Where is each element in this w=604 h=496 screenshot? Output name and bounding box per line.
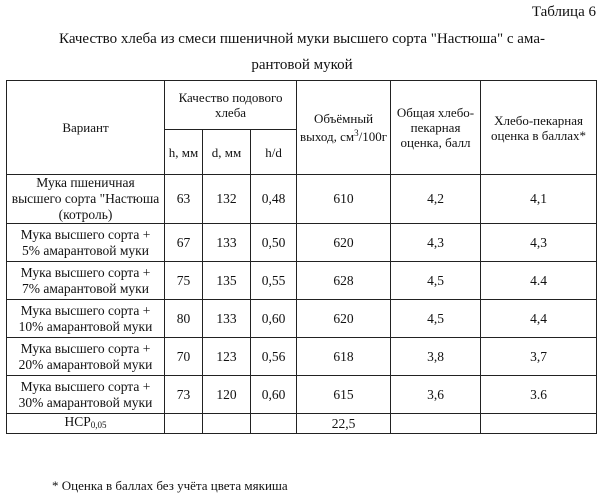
cell-h: 73: [165, 376, 203, 414]
header-volume-prefix: Объёмный выход, см: [299, 111, 374, 144]
cell-h: 75: [165, 262, 203, 300]
cell-d: 135: [203, 262, 251, 300]
header-variant: Вариант: [7, 81, 165, 175]
cell-volume: 620: [297, 300, 391, 338]
cell-variant: Мука высшего сорта + 10% амарантовой муки: [7, 300, 165, 338]
cell-d: 120: [203, 376, 251, 414]
cell-score: 3.6: [481, 376, 597, 414]
cell-volume: 615: [297, 376, 391, 414]
cell-h: 70: [165, 338, 203, 376]
lsd-subscript: 0,05: [90, 420, 107, 430]
lsd-empty-h: [165, 414, 203, 434]
cell-variant: Мука пшеничная высшего сорта "Настюша (котроль): [7, 175, 165, 224]
cell-h: 67: [165, 224, 203, 262]
cell-total: 4,2: [391, 175, 481, 224]
table-row: [7, 224, 597, 262]
cell-total: 3,6: [391, 376, 481, 414]
cell-variant: Мука высшего сорта + 30% амарантовой муки: [7, 376, 165, 414]
header-baking-score: Хлебо-пекарная оценка в баллах*: [481, 81, 597, 175]
cell-score: 4,1: [481, 175, 597, 224]
lsd-label-cell: [7, 414, 165, 434]
cell-score: 3,7: [481, 338, 597, 376]
header-total-score: Общая хлебо-пекарная оценка, балл: [391, 81, 481, 175]
lsd-empty-total: [391, 414, 481, 434]
caption-line-2: рантовой мукой: [251, 57, 353, 73]
lsd-value: 22,5: [297, 414, 391, 434]
cell-total: 3,8: [391, 338, 481, 376]
table-caption: [0, 26, 604, 78]
table-number: Таблица 6: [531, 4, 596, 20]
cell-volume: 610: [297, 175, 391, 224]
table-row: [7, 262, 597, 300]
header-hd: h/d: [251, 130, 297, 175]
header-row-1: [7, 81, 597, 130]
cell-total: 4,5: [391, 300, 481, 338]
lsd-row: [7, 414, 597, 434]
cell-volume: 620: [297, 224, 391, 262]
bread-quality-table: [6, 80, 597, 434]
cell-h: 63: [165, 175, 203, 224]
cell-volume: 618: [297, 338, 391, 376]
cell-hd: 0,55: [251, 262, 297, 300]
table-row: [7, 338, 597, 376]
cell-variant: Мука высшего сорта + 7% амарантовой муки: [7, 262, 165, 300]
lsd-label: НСР: [64, 414, 91, 429]
cell-score: 4,4: [481, 300, 597, 338]
lsd-empty-score: [481, 414, 597, 434]
cell-hd: 0,60: [251, 376, 297, 414]
table-row: [7, 376, 597, 414]
cell-hd: 0,48: [251, 175, 297, 224]
cell-total: 4,3: [391, 224, 481, 262]
cell-d: 123: [203, 338, 251, 376]
table-row: [7, 300, 597, 338]
cell-d: 132: [203, 175, 251, 224]
header-volume-sup: 3: [354, 128, 359, 138]
cell-volume: 628: [297, 262, 391, 300]
header-h: h, мм: [165, 130, 203, 175]
caption-line-1: Качество хлеба из смеси пшеничной муки высшего сорта "Настюша" с ама-: [59, 31, 545, 47]
header-d: d, мм: [203, 130, 251, 175]
cell-h: 80: [165, 300, 203, 338]
cell-variant: Мука высшего сорта + 20% амарантовой муки: [7, 338, 165, 376]
cell-d: 133: [203, 300, 251, 338]
footnote: * Оценка в баллах без учёта цвета мякиша: [52, 478, 288, 493]
cell-d: 133: [203, 224, 251, 262]
header-hearth-quality: Качество подового хлеба: [165, 81, 297, 130]
lsd-empty-d: [203, 414, 251, 434]
cell-total: 4,5: [391, 262, 481, 300]
lsd-empty-hd: [251, 414, 297, 434]
cell-hd: 0,60: [251, 300, 297, 338]
cell-hd: 0,50: [251, 224, 297, 262]
header-volume: [297, 81, 391, 175]
cell-score: 4,3: [481, 224, 597, 262]
header-volume-suffix: /100г: [358, 129, 388, 144]
cell-variant: Мука высшего сорта + 5% амарантовой муки: [7, 224, 165, 262]
table-row: [7, 175, 597, 224]
cell-score: 4.4: [481, 262, 597, 300]
cell-hd: 0,56: [251, 338, 297, 376]
